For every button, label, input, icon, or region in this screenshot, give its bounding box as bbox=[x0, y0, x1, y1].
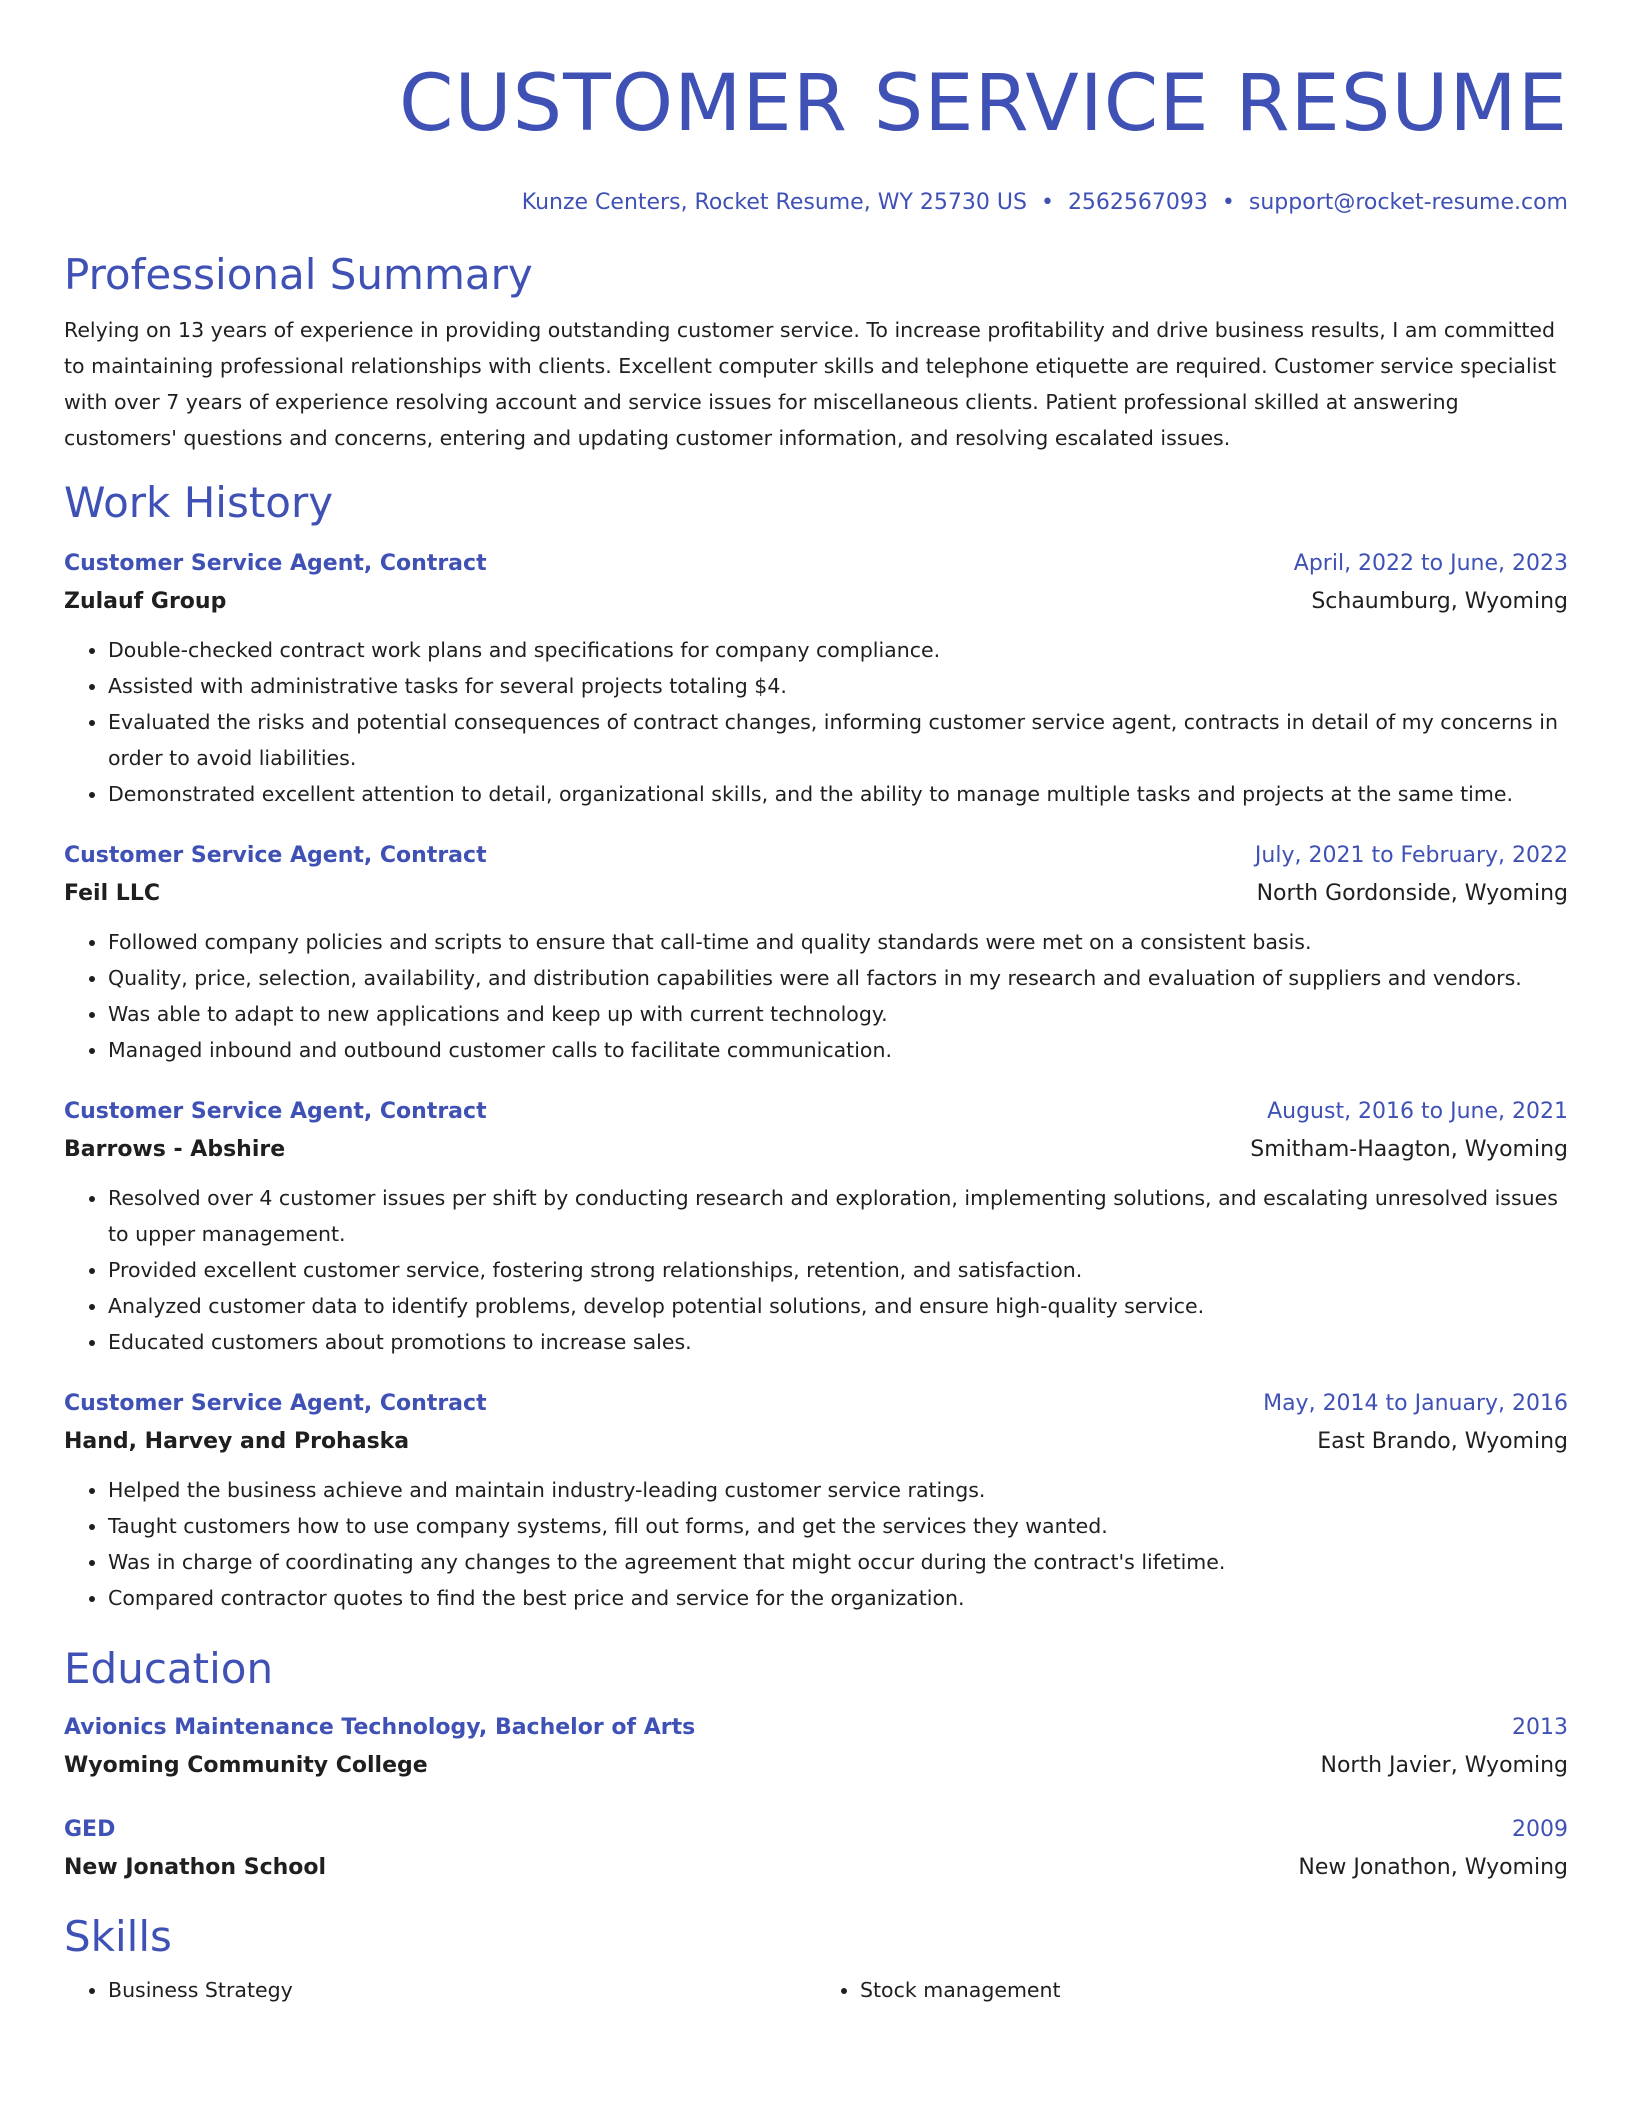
contact-address: Kunze Centers, Rocket Resume, WY 25730 US bbox=[521, 190, 1027, 215]
job-bullet: • Helped the business achieve and maintain industry-leading customer service ratings. bbox=[108, 1472, 1568, 1508]
job-bullet: • Resolved over 4 customer issues per shift by conducting research and exploration, implementing solutions, and escalating unresolved issues to upper management. bbox=[108, 1180, 1568, 1252]
skills-list-right bbox=[816, 1972, 1568, 2008]
education-school: New Jonathon School bbox=[64, 1855, 327, 1880]
job-entry bbox=[64, 1094, 1568, 1360]
education-year: 2009 bbox=[1512, 1817, 1568, 1842]
job-header-row bbox=[64, 1386, 1568, 1422]
job-header-row bbox=[64, 546, 1568, 582]
education-school-row bbox=[64, 1746, 1568, 1786]
job-company-row bbox=[64, 1422, 1568, 1462]
job-bullet: • Educated customers about promotions to increase sales. bbox=[108, 1324, 1568, 1360]
job-company-row bbox=[64, 582, 1568, 622]
education-entry bbox=[64, 1710, 1568, 1786]
job-bullet: • Analyzed customer data to identify problems, develop potential solutions, and ensure high-quality service. bbox=[108, 1288, 1568, 1324]
section-title-education: Education bbox=[64, 1644, 274, 1693]
job-bullet: • Double-checked contract work plans and specifications for company compliance. bbox=[108, 632, 1568, 668]
job-bullet: • Managed inbound and outbound customer calls to facilitate communication. bbox=[108, 1032, 1568, 1068]
contact-separator: • bbox=[1221, 190, 1235, 215]
job-location: Schaumburg, Wyoming bbox=[1311, 589, 1568, 614]
job-title: Customer Service Agent, Contract bbox=[64, 551, 487, 576]
job-bullet-list bbox=[64, 632, 1568, 812]
job-title: Customer Service Agent, Contract bbox=[64, 1391, 487, 1416]
education-degree: GED bbox=[64, 1817, 116, 1842]
job-bullet-list bbox=[64, 1472, 1568, 1616]
job-bullet: • Followed company policies and scripts to ensure that call-time and quality standards were met on a consistent basis. bbox=[108, 924, 1568, 960]
job-location: North Gordonside, Wyoming bbox=[1256, 881, 1568, 906]
job-header-row bbox=[64, 838, 1568, 874]
job-bullet: • Taught customers how to use company systems, fill out forms, and get the services they wanted. bbox=[108, 1508, 1568, 1544]
education-location: New Jonathon, Wyoming bbox=[1298, 1855, 1568, 1880]
job-dates: May, 2014 to January, 2016 bbox=[1263, 1391, 1568, 1416]
job-entry bbox=[64, 838, 1568, 1068]
job-location: Smitham-Haagton, Wyoming bbox=[1250, 1137, 1568, 1162]
job-bullet: • Was able to adapt to new applications and keep up with current technology. bbox=[108, 996, 1568, 1032]
education-header-row bbox=[64, 1812, 1568, 1848]
contact-separator: • bbox=[1040, 190, 1054, 215]
job-bullet: • Was in charge of coordinating any changes to the agreement that might occur during the contract's lifetime. bbox=[108, 1544, 1568, 1580]
education-school: Wyoming Community College bbox=[64, 1753, 428, 1778]
job-company: Barrows - Abshire bbox=[64, 1137, 286, 1162]
resume-page bbox=[64, 0, 1568, 2008]
job-dates: July, 2021 to February, 2022 bbox=[1254, 843, 1568, 868]
job-bullet-list bbox=[64, 1180, 1568, 1360]
job-company: Zulauf Group bbox=[64, 589, 227, 614]
education-degree: Avionics Maintenance Technology, Bachelor of Arts bbox=[64, 1715, 696, 1740]
job-bullet: • Assisted with administrative tasks for several projects totaling $4. bbox=[108, 668, 1568, 704]
job-bullet: • Quality, price, selection, availability, and distribution capabilities were all factors in my research and evaluation of suppliers and vendors. bbox=[108, 960, 1568, 996]
section-title-summary: Professional Summary bbox=[64, 250, 533, 299]
job-header-row bbox=[64, 1094, 1568, 1130]
job-company-row bbox=[64, 1130, 1568, 1170]
job-company: Feil LLC bbox=[64, 881, 160, 906]
job-bullet: • Compared contractor quotes to find the best price and service for the organization. bbox=[108, 1580, 1568, 1616]
education-entry bbox=[64, 1812, 1568, 1888]
job-bullet-list bbox=[64, 924, 1568, 1068]
contact-phone: 2562567093 bbox=[1067, 190, 1208, 215]
job-title: Customer Service Agent, Contract bbox=[64, 1099, 487, 1124]
job-bullet: • Demonstrated excellent attention to detail, organizational skills, and the ability to manage multiple tasks and projects at the same time. bbox=[108, 776, 1568, 812]
job-dates: April, 2022 to June, 2023 bbox=[1293, 551, 1568, 576]
job-location: East Brando, Wyoming bbox=[1317, 1429, 1568, 1454]
contact-line bbox=[64, 188, 1568, 218]
summary-text: Relying on 13 years of experience in providing outstanding customer service. To increase profitability and drive business results, I am committed to maintaining professional relationships with clients. Excellent computer skills and telephone etiquette are required. Customer service specialist with over 7 years of experience resolving account and service issues for miscellaneous clients. Patient professional skilled at answering customers' questions and concerns, entering and updating customer information, and resolving escalated issues. bbox=[64, 318, 1557, 450]
job-company: Hand, Harvey and Prohaska bbox=[64, 1429, 410, 1454]
job-entry bbox=[64, 1386, 1568, 1616]
education-year: 2013 bbox=[1512, 1715, 1568, 1740]
skills-columns bbox=[64, 1972, 1568, 2008]
job-company-row bbox=[64, 874, 1568, 914]
skill-item: • Stock management bbox=[860, 1972, 1568, 2008]
job-dates: August, 2016 to June, 2021 bbox=[1267, 1099, 1568, 1124]
resume-title: CUSTOMER SERVICE RESUME bbox=[399, 59, 1568, 149]
job-bullet: • Provided excellent customer service, fostering strong relationships, retention, and satisfaction. bbox=[108, 1252, 1568, 1288]
job-entry bbox=[64, 546, 1568, 812]
contact-email: support@rocket-resume.com bbox=[1248, 190, 1568, 215]
skills-list-left bbox=[64, 1972, 816, 2008]
education-location: North Javier, Wyoming bbox=[1320, 1753, 1568, 1778]
section-title-work-history: Work History bbox=[64, 478, 334, 527]
job-bullet: • Evaluated the risks and potential consequences of contract changes, informing customer service agent, contracts in detail of my concerns in order to avoid liabilities. bbox=[108, 704, 1568, 776]
education-header-row bbox=[64, 1710, 1568, 1746]
skill-item: • Business Strategy bbox=[108, 1972, 816, 2008]
job-title: Customer Service Agent, Contract bbox=[64, 843, 487, 868]
section-title-skills: Skills bbox=[64, 1912, 172, 1961]
education-school-row bbox=[64, 1848, 1568, 1888]
